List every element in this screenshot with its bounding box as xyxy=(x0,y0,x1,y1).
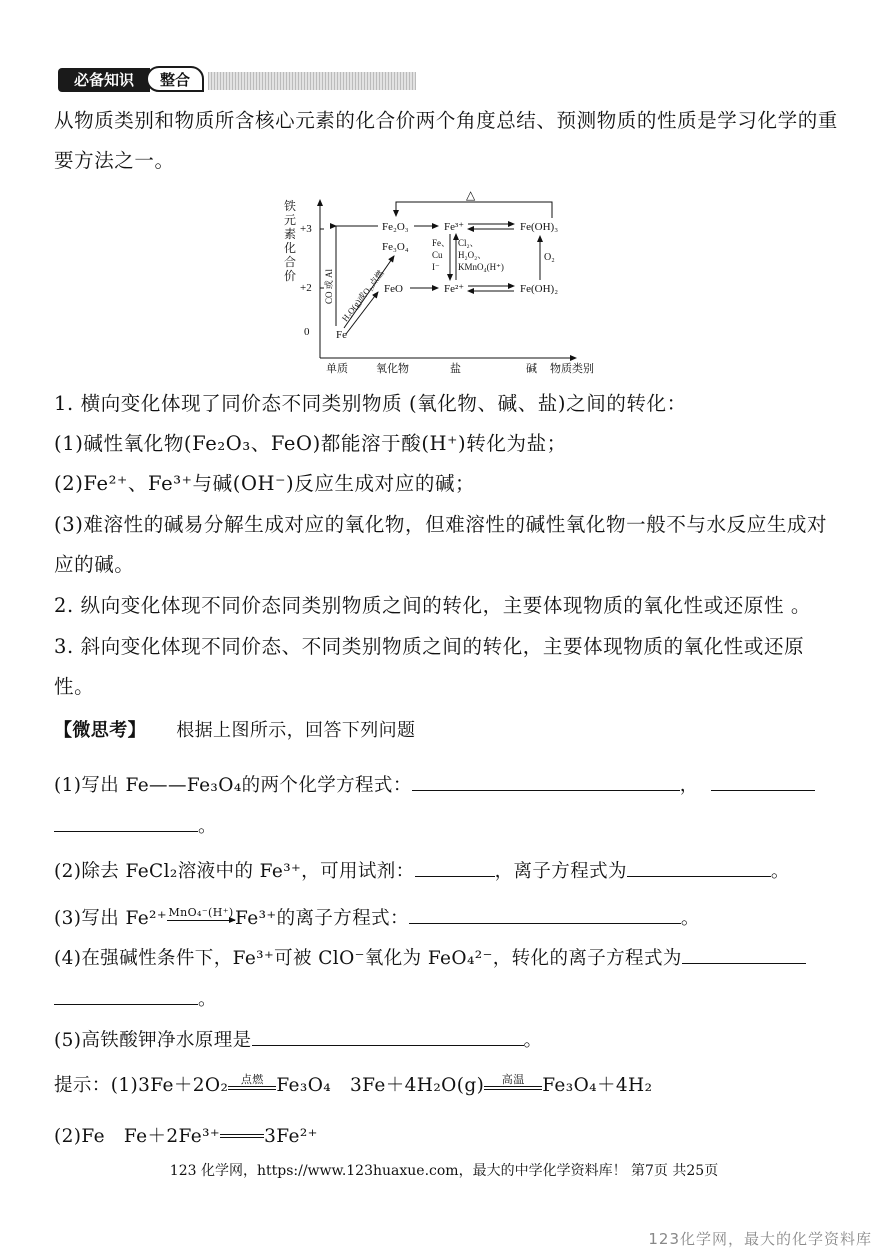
answer-blank-4a[interactable] xyxy=(682,945,806,964)
reagent-cu: Cu xyxy=(432,250,443,260)
condition-ignite xyxy=(228,1074,276,1090)
reagent-kmno4: KMnO₄(H⁺) xyxy=(458,262,504,272)
point-1-1: (1)碱性氧化物(Fe₂O₃、FeO)都能溶于酸(H⁺)转化为盐； xyxy=(54,432,567,455)
question-1 xyxy=(54,771,815,797)
question-3 xyxy=(54,904,700,930)
species-fe: Fe xyxy=(336,329,347,341)
condition-ignite-label: 点燃 xyxy=(240,1073,264,1086)
species-fe3: Fe³⁺ xyxy=(444,221,465,233)
question-3-text: (3)写出 Fe²⁺ xyxy=(54,908,168,929)
answer-blank-2a[interactable] xyxy=(415,858,495,877)
period: 。 xyxy=(523,1030,543,1051)
species-fe3o4: Fe₃O₄ xyxy=(382,241,409,253)
reduce-label: CO 或 Al xyxy=(324,268,334,304)
species-feoh2: Fe(OH)₂ xyxy=(520,283,559,295)
question-4-cont xyxy=(54,985,217,1011)
o2-label: O₂ xyxy=(544,252,555,263)
point-2: 2. 纵向变化体现不同价态同类别物质之间的转化，主要体现物质的氧化性或还原性 。 xyxy=(54,594,812,617)
banner-label-left: 必备知识 xyxy=(58,68,150,92)
y-axis-label xyxy=(284,198,296,283)
question-2 xyxy=(54,857,790,883)
answer-blank-3[interactable] xyxy=(409,905,681,924)
answer-blank-1b[interactable] xyxy=(711,772,815,791)
species-feo: FeO xyxy=(384,283,403,295)
delta-symbol: △ xyxy=(466,188,476,202)
hint-2 xyxy=(54,1122,318,1148)
x-tick-oxide: 氧化物 xyxy=(376,363,409,375)
hint-1 xyxy=(54,1071,652,1098)
period: 。 xyxy=(680,908,700,929)
point-1-3: (3)难溶性的碱易分解生成对应的氧化物，但难溶性的碱性氧化物一般不与水反应生成对应的碱。 xyxy=(54,513,828,576)
banner-stripe xyxy=(208,72,416,90)
question-3-text-b: Fe³⁺的离子方程式： xyxy=(235,908,409,929)
y-tick-zero: 0 xyxy=(304,326,310,338)
species-fe2: Fe²⁺ xyxy=(444,283,465,295)
think-prompt: 根据上图所示，回答下列问题 xyxy=(176,720,416,741)
question-5-text: (5)高铁酸钾净水原理是 xyxy=(54,1030,252,1051)
hint-2-text-b: 3Fe²⁺ xyxy=(264,1126,318,1147)
x-tick-element: 单质 xyxy=(326,363,348,375)
answer-blank-4b[interactable] xyxy=(54,986,198,1005)
svg-text:合: 合 xyxy=(284,255,297,269)
point-3: 3. 斜向变化体现不同价态、不同类别物质之间的转化，主要体现物质的氧化性或还原性。 xyxy=(54,635,805,698)
reagent-iodide: I⁻ xyxy=(432,262,440,272)
point-1-2: (2)Fe²⁺、Fe³⁺与碱(OH⁻)反应生成对应的碱； xyxy=(54,472,476,495)
period: 。 xyxy=(770,861,790,882)
reaction-condition: MnO₄⁻(H⁺) xyxy=(168,906,234,919)
question-4 xyxy=(54,944,806,970)
condition-high-temp-label: 高温 xyxy=(501,1073,525,1086)
think-tag: 【微思考】 xyxy=(54,720,146,741)
reagent-cl2: Cl₂、 xyxy=(458,238,479,248)
species-feoh3: Fe(OH)₃ xyxy=(520,221,559,233)
hint-1-text-b: Fe₃O₄ 3Fe＋4H₂O(g) xyxy=(276,1075,485,1096)
period: 。 xyxy=(198,816,217,837)
answer-blank-5[interactable] xyxy=(252,1027,524,1046)
y-tick-plus2: +2 xyxy=(300,282,312,294)
question-1-cont xyxy=(54,812,217,838)
svg-text:化: 化 xyxy=(284,241,297,255)
hint-1-text-c: Fe₃O₄＋4H₂ xyxy=(542,1075,653,1096)
point-1: 1. 横向变化体现了同价态不同类别物质 (氧化物、碱、盐)之间的转化： xyxy=(54,392,687,415)
watermark: 123化学网，最大的化学资料库 xyxy=(648,1230,872,1248)
question-1-text: (1)写出 Fe——Fe₃O₄的两个化学方程式： xyxy=(54,775,412,796)
hint-2-text-a: (2)Fe Fe＋2Fe³⁺ xyxy=(54,1126,221,1147)
answer-blank-1c[interactable] xyxy=(54,813,198,832)
intro-paragraph: 从物质类别和物质所含核心元素的化合价两个角度总结、预测物质的性质是学习化学的重要方法之一。 xyxy=(54,109,838,172)
iron-valence-diagram xyxy=(270,186,620,376)
question-2-text: (2)除去 FeCl₂溶液中的 Fe³⁺，可用试剂： xyxy=(54,861,415,882)
answer-blank-1a[interactable] xyxy=(412,772,680,791)
delta-arrow xyxy=(396,202,552,218)
question-5 xyxy=(54,1026,542,1052)
svg-text:元: 元 xyxy=(284,213,297,227)
reagent-h2o2: H₂O₂、 xyxy=(458,250,487,260)
banner-label-right: 整合 xyxy=(146,66,204,92)
x-tick-base: 碱 xyxy=(526,363,537,375)
question-2-text-b: ，离子方程式为 xyxy=(494,861,627,882)
svg-text:铁: 铁 xyxy=(284,199,297,213)
x-tick-salt: 盐 xyxy=(450,363,461,375)
question-4-text: (4)在强碱性条件下，Fe³⁺可被 ClO⁻氧化为 FeO₄²⁻，转化的离子方程式为 xyxy=(54,948,682,969)
svg-text:价: 价 xyxy=(284,269,297,283)
reagent-fe: Fe、 xyxy=(432,238,451,248)
section-banner xyxy=(58,64,416,92)
answer-blank-2b[interactable] xyxy=(627,858,771,877)
diag-label: H₂O(g)或O₂,点燃 xyxy=(339,268,386,324)
equals-sign xyxy=(220,1133,264,1138)
y-tick-plus3: +3 xyxy=(300,223,312,235)
period: 。 xyxy=(198,989,217,1010)
species-fe2o3: Fe₂O₃ xyxy=(382,221,409,233)
x-axis-label: 物质类别 xyxy=(550,363,594,375)
condition-high-temp xyxy=(484,1074,542,1090)
page-footer: 123 化学网，https://www.123huaxue.com，最大的中学化学资料库！ 第7页 共25页 xyxy=(169,1163,719,1179)
svg-text:素: 素 xyxy=(284,227,297,241)
hint-1-text-a: 提示：(1)3Fe＋2O₂ xyxy=(54,1075,229,1096)
reaction-arrow-mno4 xyxy=(167,907,235,921)
comma: ， xyxy=(679,775,699,796)
think-heading xyxy=(54,716,415,742)
